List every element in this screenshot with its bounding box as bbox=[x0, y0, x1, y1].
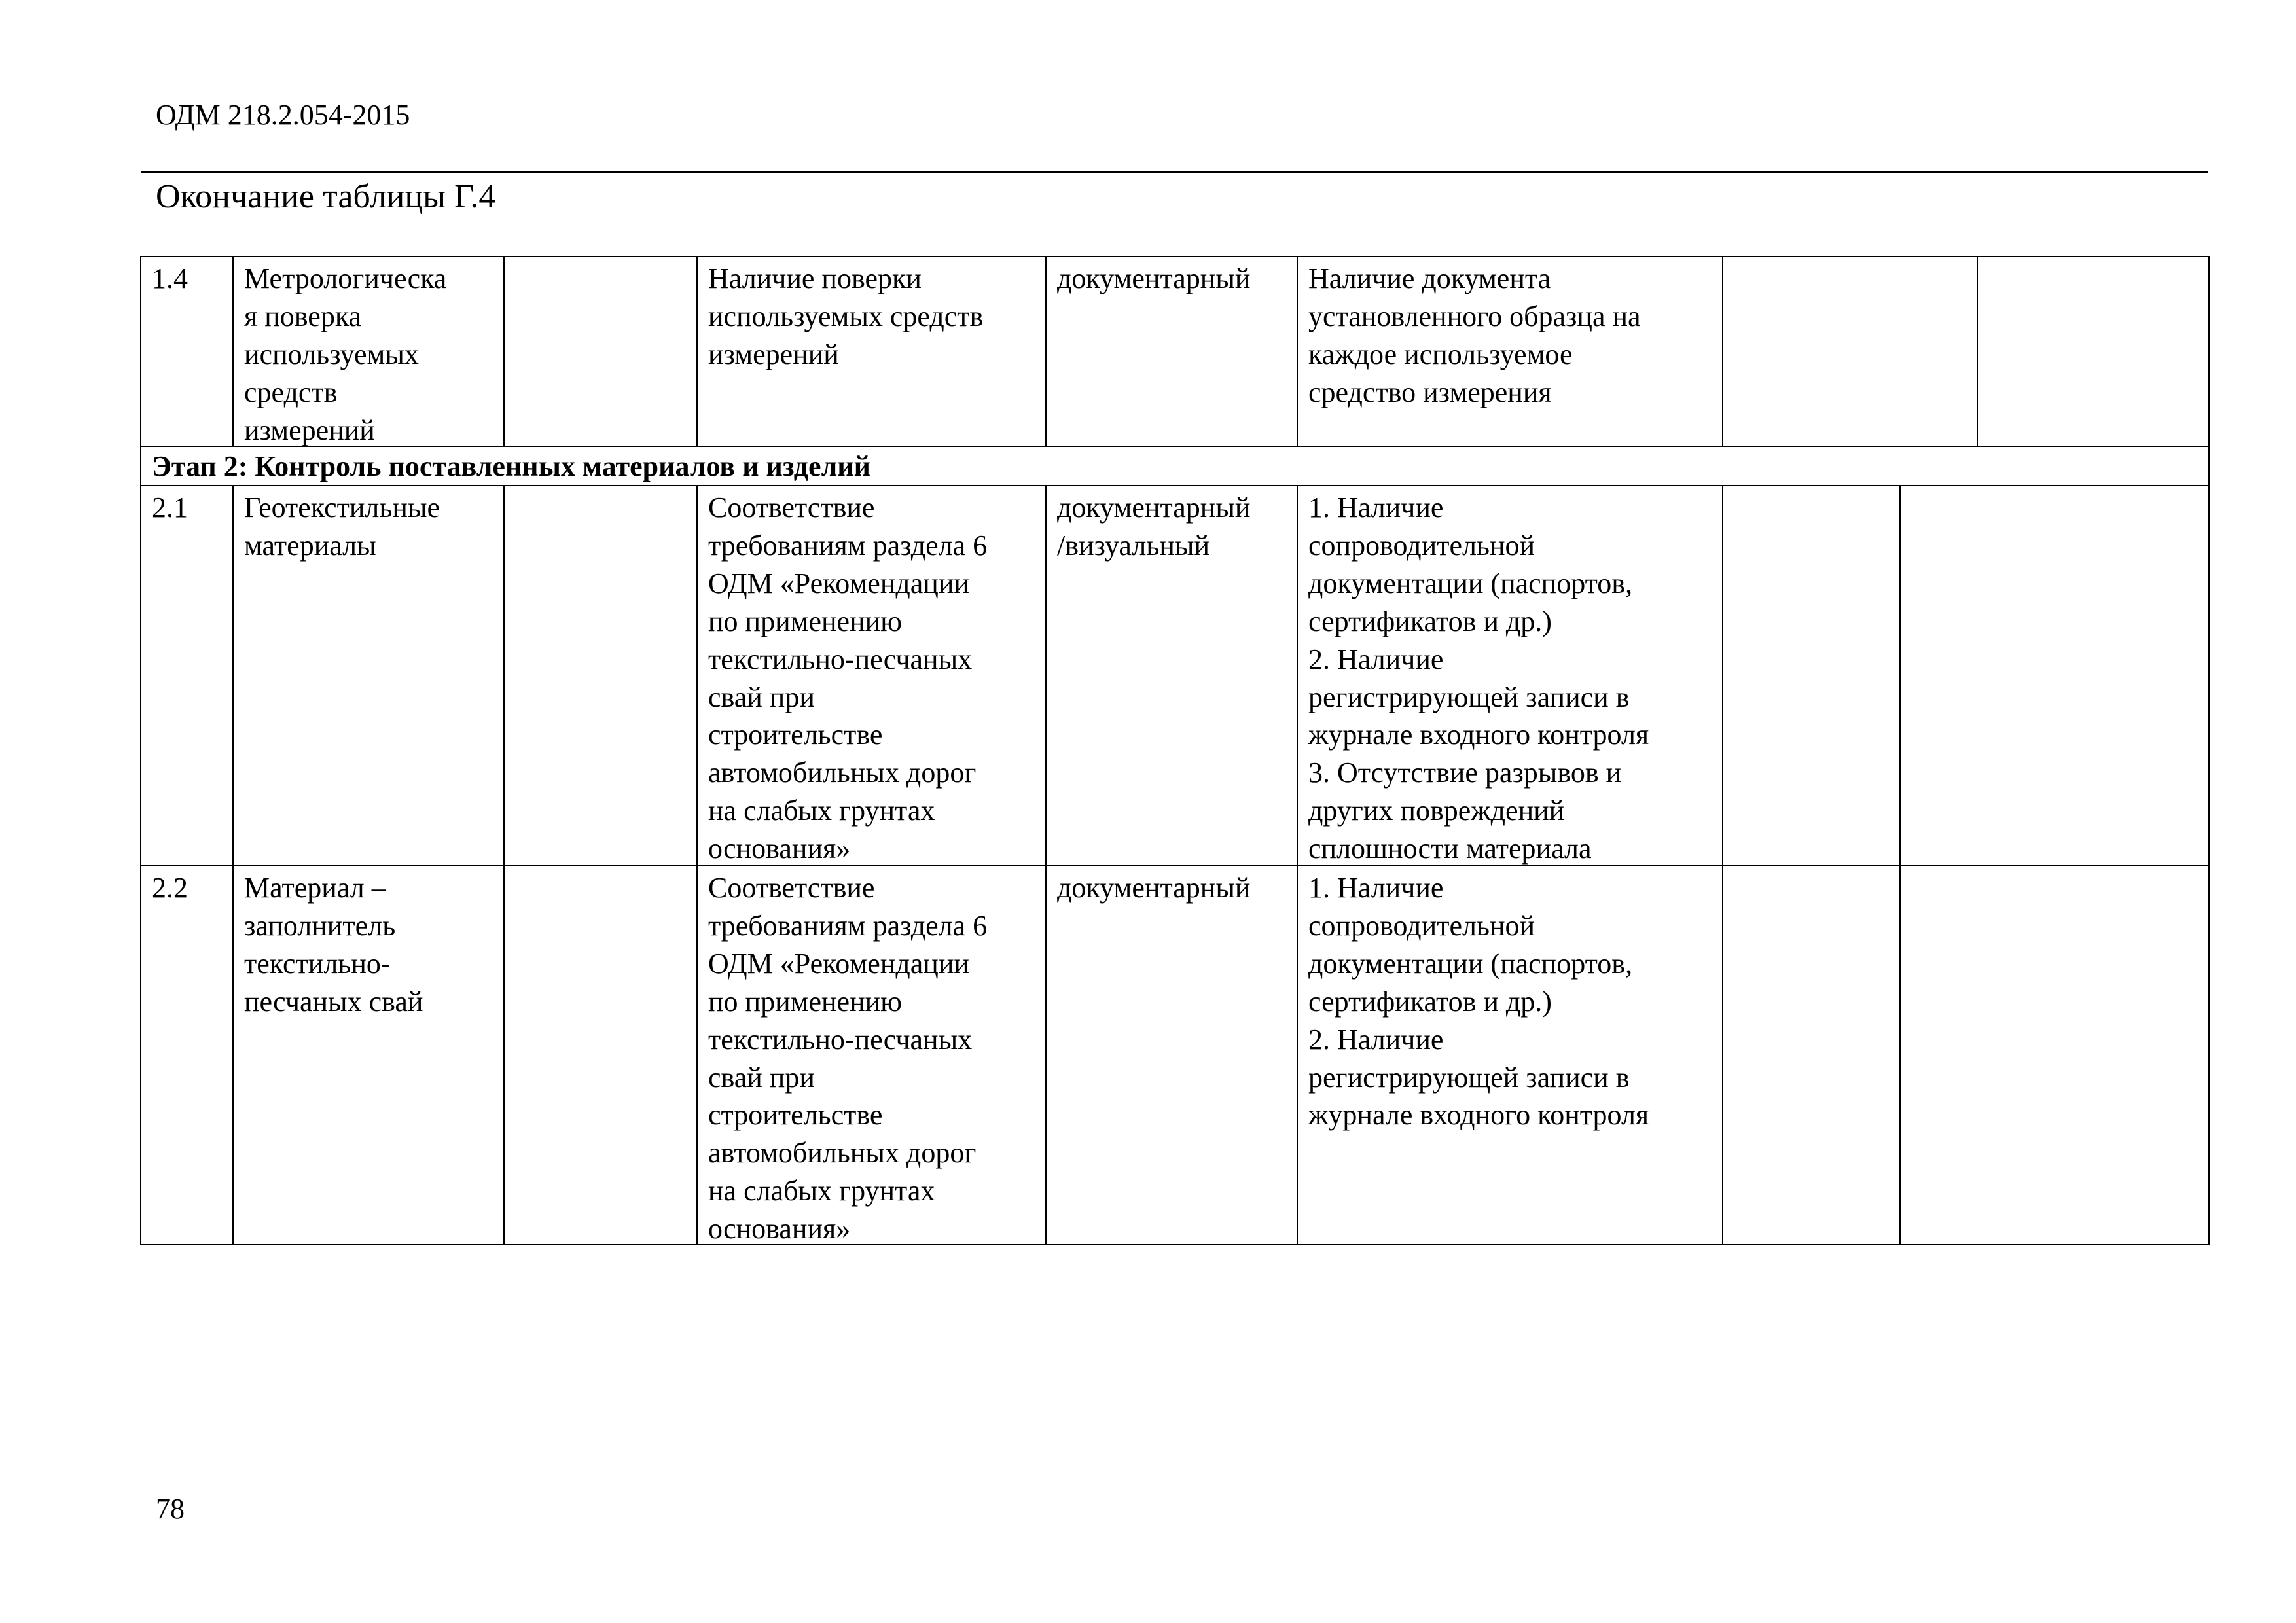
cell-row22-name: Материал – заполнитель текстильно- песчаных свай bbox=[232, 865, 505, 1245]
cell-row21-col7 bbox=[1722, 485, 1901, 866]
cell-row22-col8 bbox=[1899, 865, 2210, 1245]
cell-row1-criterion: Наличие документа установленного образца на каждое используемое средство измерения bbox=[1297, 256, 1723, 447]
cell-row1-col3 bbox=[503, 256, 698, 447]
cell-row21-requirement: Соответствие требованиям раздела 6 ОДМ «Рекомендации по применению текстильно-песчаных свай при строительстве автомобильных дорог на слабых грунтах основания» bbox=[696, 485, 1047, 866]
inspection-table bbox=[140, 256, 2210, 1245]
document-code: ОДМ 218.2.054-2015 bbox=[156, 99, 410, 131]
cell-row1-col8 bbox=[1977, 256, 2210, 447]
cell-row22-col3 bbox=[503, 865, 698, 1245]
cell-row1-col7 bbox=[1722, 256, 1978, 447]
cell-row22-criterion: 1. Наличие сопроводительной документации (паспортов, сертификатов и др.) 2. Наличие регистрирующей записи в журнале входного контроля bbox=[1297, 865, 1723, 1245]
cell-row21-name: Геотекстильные материалы bbox=[232, 485, 505, 866]
table-caption: Окончание таблицы Г.4 bbox=[156, 178, 496, 215]
cell-row21-no: 2.1 bbox=[140, 485, 234, 866]
cell-row1-method: документарный bbox=[1045, 256, 1298, 447]
cell-row1-requirement: Наличие поверки используемых средств измерений bbox=[696, 256, 1047, 447]
cell-row22-no: 2.2 bbox=[140, 865, 234, 1245]
header-rule bbox=[141, 171, 2208, 173]
cell-row1-name: Метрологическа я поверка используемых средств измерений bbox=[232, 256, 505, 447]
page-number: 78 bbox=[156, 1493, 185, 1525]
cell-row21-col3 bbox=[503, 485, 698, 866]
cell-row1-no: 1.4 bbox=[140, 256, 234, 447]
cell-row22-col7 bbox=[1722, 865, 1901, 1245]
cell-row22-method: документарный bbox=[1045, 865, 1298, 1245]
stage-heading: Этап 2: Контроль поставленных материалов и изделий bbox=[140, 446, 2210, 486]
cell-row21-method: документарный /визуальный bbox=[1045, 485, 1298, 866]
cell-row21-criterion: 1. Наличие сопроводительной документации (паспортов, сертификатов и др.) 2. Наличие регистрирующей записи в журнале входного контроля 3. Отсутствие разрывов и других повреждений сплошности материала bbox=[1297, 485, 1723, 866]
cell-row21-col8 bbox=[1899, 485, 2210, 866]
cell-row22-requirement: Соответствие требованиям раздела 6 ОДМ «Рекомендации по применению текстильно-песчаных свай при строительстве автомобильных дорог на слабых грунтах основания» bbox=[696, 865, 1047, 1245]
